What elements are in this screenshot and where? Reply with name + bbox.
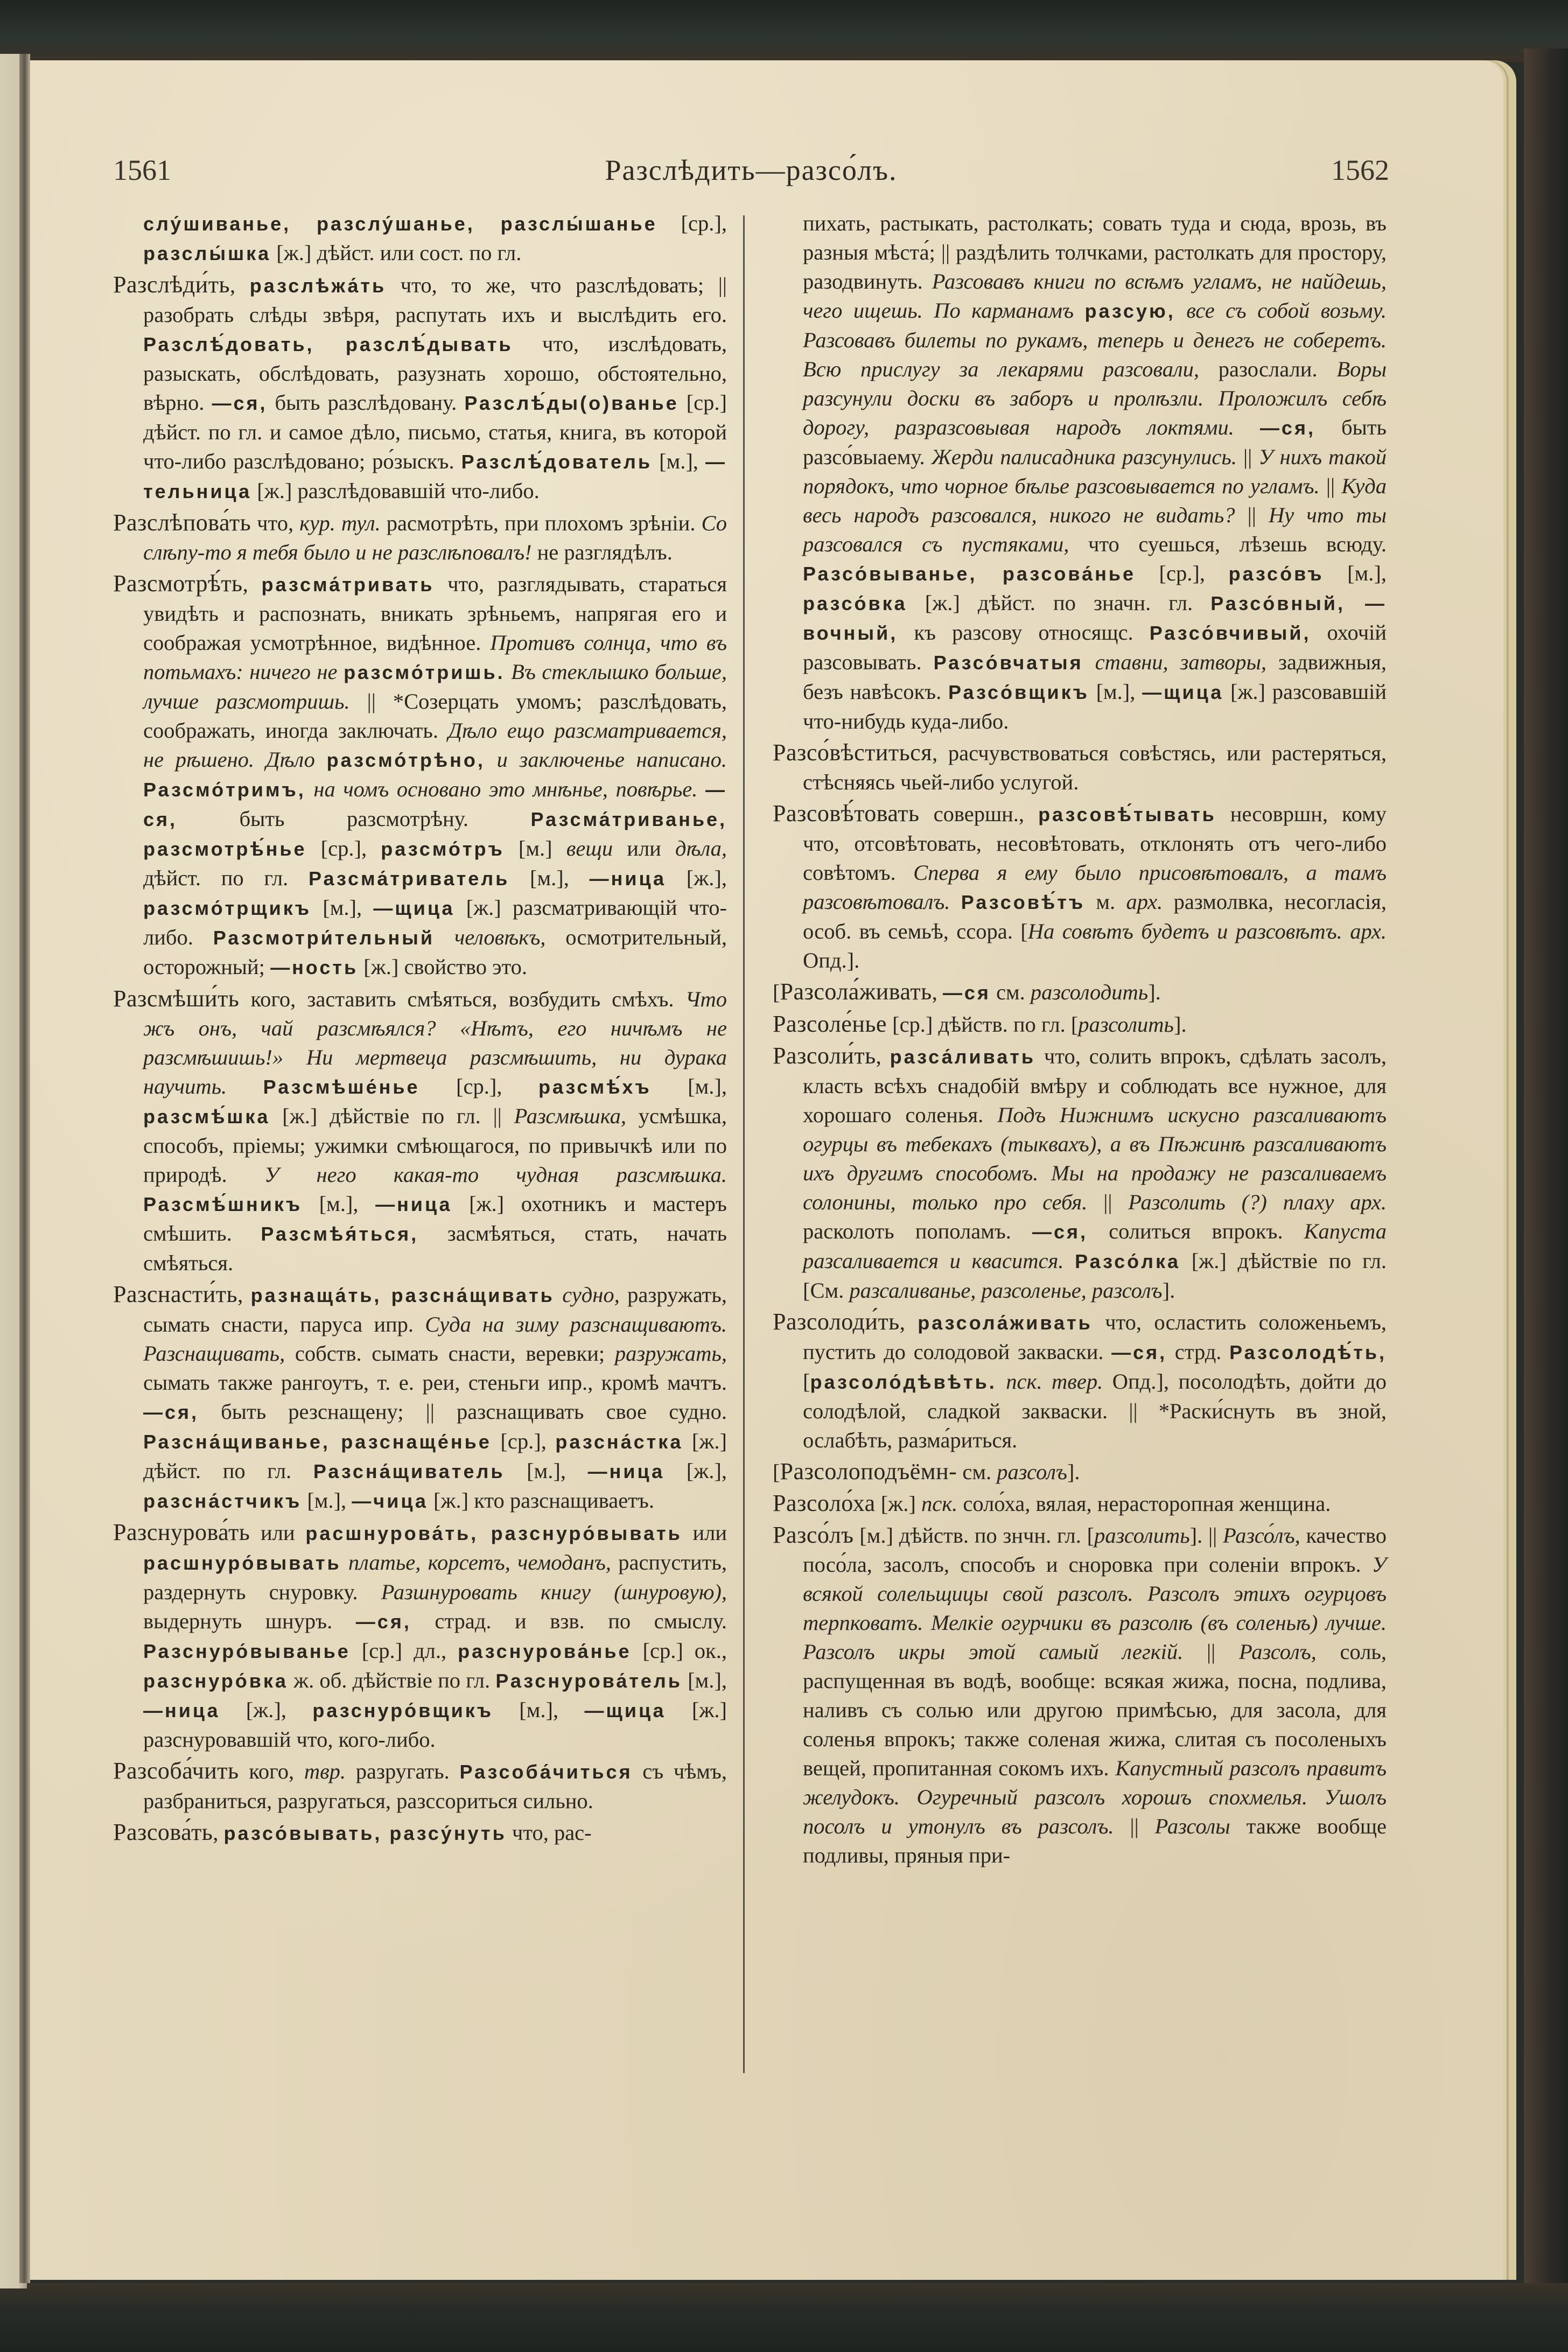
dictionary-entry — [773, 209, 1387, 736]
bold-form: разснуро́вка — [143, 1670, 288, 1692]
dictionary-entry — [773, 1307, 1387, 1455]
bold-form: Разсо́вчивый, — [1149, 622, 1311, 644]
definition-text: [ж.], — [664, 1459, 727, 1483]
headword: Разсолоди́ть — [773, 1308, 900, 1335]
dictionary-entry — [773, 1041, 1387, 1305]
definition-text: разругать. — [346, 1759, 460, 1783]
definition-text: см. — [957, 1460, 997, 1484]
definition-text: или — [250, 1521, 306, 1545]
definition-text: [ж.] разсматривающій что-либо. — [143, 895, 727, 949]
dictionary-entry — [773, 1457, 1387, 1487]
italic-example: У всякой солельщицы свой разсолъ. Разсолъ этихъ огурцовъ терпковатъ. Мелкіе огурчики въ разсолѣ (въ соленьѣ) лучше. Разсолъ икры этой самый легкій. — [803, 1552, 1387, 1664]
definition-text: распустить, раздернуть снуровку. — [143, 1550, 727, 1604]
italic-example: Разсолъ, — [1239, 1640, 1317, 1664]
headword: Разснурова́ть — [113, 1519, 250, 1545]
definition-text: || — [1183, 1640, 1240, 1664]
italic-example: арх. — [1350, 1190, 1387, 1214]
dictionary-entry — [773, 1010, 1387, 1039]
italic-example: Что жъ онъ, чай разсмѣялся? «Нѣтъ, его ничѣмъ не разсмѣшишь!» Ни мертвеца разсмѣшить, ни дурака научить. — [143, 987, 727, 1098]
definition-text: [ср.], — [306, 836, 381, 860]
definition-text — [1234, 415, 1260, 439]
definition-text: задвижныя, безъ навѣсокъ. — [803, 650, 1387, 704]
bold-form: разсо́вка — [803, 592, 907, 614]
definition-text: сымать также рангоутъ, т. е. реи, стеньги ипр., кромѣ мачтъ. — [143, 1370, 727, 1395]
definition-text: [м.], — [505, 1459, 588, 1483]
italic-example: разружать, — [614, 1341, 727, 1366]
dictionary-entry — [773, 1521, 1387, 1870]
definition-text: кого, заставить смѣяться, возбудить смѣхъ. — [239, 987, 685, 1011]
definition-text: [ж.] дѣйствіе по гл. [См. — [803, 1249, 1387, 1303]
definition-text: , — [899, 1310, 918, 1334]
bold-form: —ся, — [1259, 417, 1315, 439]
page-title: Разслѣдить—разсо́лъ. — [605, 154, 898, 186]
definition-text: [ж.] дѣйст. по значн. гл. — [907, 591, 1211, 615]
bold-form: разсна́стчикъ — [143, 1490, 302, 1512]
bold-form: —ся, — [143, 779, 727, 830]
italic-example: У него какая-то чудная разсмѣшка. — [264, 1163, 727, 1187]
definition-text — [697, 777, 705, 801]
definition-text: ]. — [1067, 1460, 1080, 1484]
definition-text: [м.], — [302, 1488, 352, 1513]
dictionary-entry — [113, 1280, 727, 1516]
definition-text: Опд.], посолодѣть, дойти до солодѣлой, сладкой закваски. || *Раски́снуть въ зной, ослабѣть, разма́риться. — [803, 1369, 1387, 1452]
italic-example: Со слѣпу-то я тебя было и не разслѣповалъ! — [143, 511, 727, 564]
bold-form: разса́ливать — [890, 1046, 1036, 1068]
definition-text: [м.], — [652, 449, 706, 473]
bold-form: Разсма́триватель — [309, 867, 510, 890]
italic-example: Ну что ты разсовался съ пустяками, — [803, 503, 1387, 556]
bold-form: разслы́шка — [143, 242, 271, 264]
definition-text: [ж.] кто разснащиваетъ. — [428, 1488, 654, 1513]
definition-text: [ср.] дѣйств. по гл. [ — [886, 1012, 1079, 1037]
bold-form: —ся — [942, 982, 991, 1004]
italic-example: кур. тул. — [299, 511, 381, 535]
definition-text — [341, 1550, 348, 1574]
definition-text: усмѣшка, способъ, пріемы; ужимки смѣющагося, по привычкѣ или по природѣ. — [143, 1104, 727, 1187]
definition-text: къ разсову относящс. — [898, 620, 1150, 645]
bold-form: Разсо́вный, —вочный, — [803, 592, 1387, 644]
bold-form: —ся, — [355, 1611, 411, 1633]
bold-form: разсола́живать — [918, 1312, 1093, 1334]
definition-text: что суешься, лѣзешь всюду. — [1069, 532, 1387, 556]
headword: Разсоли́ть — [773, 1042, 876, 1069]
definition-text: ]. — [1162, 1278, 1175, 1303]
definition-text: [м.], — [493, 1698, 585, 1722]
bold-form: разсо́вывать, разсу́нуть — [223, 1822, 507, 1844]
definition-text: [м.], — [651, 1074, 727, 1098]
definition-text: || — [1319, 474, 1342, 498]
book-cover-bottom — [0, 2283, 1568, 2352]
bold-form: Разсмо́тримъ, — [143, 779, 306, 801]
definition-text: [ср.] дл., — [350, 1639, 458, 1663]
bold-form: Разсоба́читься — [459, 1761, 633, 1783]
definition-text: [ср.], — [491, 1429, 556, 1453]
bold-form: разсую, — [1084, 300, 1175, 322]
bold-form: —ся, — [143, 1401, 199, 1423]
page-number-left: 1561 — [113, 154, 171, 186]
book-cover-right — [1524, 48, 1568, 2310]
bold-form: Разсо́вываньe, разсова́нье — [803, 563, 1136, 585]
definition-text — [1063, 1249, 1075, 1273]
definition-text: что, рас- — [506, 1821, 592, 1845]
headword: Разсмѣши́ть — [113, 985, 240, 1012]
bold-form: Разсмѣя́ться, — [261, 1223, 419, 1245]
headword: Разсова́ть — [113, 1819, 213, 1845]
definition-text: [ж.], — [666, 866, 727, 890]
italic-example: Куда весь народъ разсовался, никого не видать? — [803, 474, 1387, 527]
definition-text: или — [613, 836, 675, 860]
italic-example: арх. — [1126, 890, 1163, 914]
definition-text — [950, 890, 961, 914]
definition-text — [1334, 1190, 1350, 1214]
definition-text: выдернуть шнуръ. — [143, 1609, 356, 1633]
definition-text: быть разслѣдовану. — [267, 390, 465, 415]
bold-form: Разслѣ́дователь — [461, 451, 653, 473]
definition-text: [ср.], — [1135, 561, 1229, 585]
running-head — [113, 153, 1389, 197]
definition-text: не разглядѣлъ. — [531, 540, 673, 564]
definition-text — [1083, 650, 1095, 674]
headword: Разсоба́чить — [113, 1758, 239, 1784]
bold-form: расшнурова́ть, разснуро́вывать — [305, 1522, 682, 1544]
definition-text — [505, 660, 512, 684]
definition-text: [м.] дѣйств. по знчн. гл. [ — [853, 1523, 1095, 1548]
definition-text: пихать, растыкать, растолкать; совать туда и сюда, врозь, въ разныя мѣста́; || раздѣлить толчками, растолкать для простору, разодвинуть. — [803, 211, 1387, 293]
headword: Разслѣпова́ть — [113, 509, 251, 536]
definition-text: солиться впрокъ. — [1088, 1219, 1304, 1243]
definition-text: , — [242, 572, 262, 596]
definition-text: несовршн, кому что, отсовѣтовать, несовѣтовать, отклонять отъ чего-либо совѣтомъ. — [803, 802, 1387, 885]
bold-form: —ница — [589, 867, 667, 890]
bold-form: Разсна́щиванье, разснаще́нье — [143, 1431, 492, 1453]
headword: Разсо́вѣститься — [773, 739, 932, 766]
italic-example: Капустный разсолъ правитъ желудокъ. Огуречный разсолъ хорошъ спохмелья. Ушолъ посолъ и утонулъ въ разсолъ. — [803, 1756, 1387, 1838]
definition-text: [ж.] дѣйст. или сост. по гл. — [271, 241, 522, 265]
definition-text — [485, 747, 497, 772]
definition-text: || — [1087, 1190, 1129, 1214]
bold-form: Разсолодѣ́ть, — [1229, 1341, 1387, 1363]
definition-text: [ж.] охотникъ и мастеръ смѣшить. — [143, 1192, 727, 1245]
bold-form: Разсо́вщикъ — [948, 681, 1089, 703]
definition-text: страд. и взв. по смыслу. — [411, 1609, 727, 1633]
definition-text: что, солить впрокъ, сдѣлать засолъ, класть всѣхъ снадобій вмѣру и соблюдать все нужное, для хорошаго соленья. — [803, 1044, 1387, 1127]
dictionary-entry — [113, 984, 727, 1278]
definition-text: ]. — [1174, 1012, 1187, 1037]
page-number-right: 1562 — [1331, 154, 1389, 186]
definition-text: , — [932, 980, 943, 1004]
definition-text: стрд. — [1167, 1340, 1230, 1364]
definition-text: [м.], — [509, 866, 590, 890]
bold-form: разсмо́тришь. — [344, 661, 505, 683]
bold-form: —чица — [352, 1490, 428, 1512]
bold-form: расшнуро́вывать — [143, 1552, 341, 1574]
italic-example: Жерди палисадника разсунулись. — [931, 445, 1237, 469]
definition-text: качество посо́ла, засолъ, способъ и сноровка при соленіи впрокъ. — [803, 1523, 1387, 1577]
italic-example: судно, — [562, 1283, 620, 1307]
definition-text: соло́ха, вялая, нерасторопная женщина. — [957, 1492, 1331, 1516]
bold-form: Разснуро́вываньe — [143, 1640, 351, 1662]
italic-example: разсолодить — [1030, 980, 1149, 1004]
definition-text: [м.], — [311, 895, 374, 920]
bold-form: Разсо́вчатыя — [933, 652, 1083, 674]
headword: Разсоле́нье — [773, 1011, 887, 1037]
bold-form: разсмо́тръ — [381, 838, 505, 860]
headword: Разснасти́ть — [113, 1281, 238, 1307]
italic-example: пск. твер. — [1006, 1369, 1103, 1394]
definition-text: кого, — [239, 1759, 304, 1783]
definition-text: что, разглядывать, стараться увидѣть и распознать, вникать зрѣньемъ, напрягая его и соображая усмотрѣнное, видѣнное. — [143, 572, 727, 655]
definition-text — [435, 925, 454, 949]
dictionary-entry — [773, 1489, 1387, 1518]
bold-form: разслѣжа́ть — [249, 275, 387, 297]
italic-example: Разсолы — [1154, 1814, 1230, 1838]
bold-form: слу́шиванье, разслу́шанье, разслы́шанье — [143, 213, 657, 235]
italic-example: твр. — [304, 1759, 346, 1783]
definition-text: , — [876, 1044, 890, 1068]
definition-text: [ж.] дѣйст. по гл. — [143, 1429, 727, 1483]
italic-example: разсолить — [1078, 1012, 1174, 1037]
definition-text: что, — [251, 511, 300, 535]
bold-form: разсмо́трщикъ — [143, 897, 312, 919]
bold-form: Разсна́щиватель — [313, 1460, 505, 1482]
italic-example: ставни, затворы, — [1095, 650, 1267, 674]
definition-text: || — [1114, 1814, 1155, 1838]
headword: Разсола́живать — [780, 978, 932, 1005]
dictionary-entry — [773, 799, 1387, 975]
bold-form: разсмо́трѣно, — [326, 749, 485, 771]
italic-example: Суда на зиму разснащиваютъ. Разснащивать, — [143, 1312, 727, 1366]
book-cover-top — [0, 0, 1568, 62]
italic-example: Разсолить (?) плаху — [1128, 1190, 1334, 1214]
definition-text: расмотрѣть, при плохомъ зрѣніи. — [380, 511, 702, 535]
bold-form: Разсовѣ́тъ — [961, 891, 1086, 913]
italic-example: и заключенье написано. — [496, 747, 727, 772]
dictionary-entry — [113, 1518, 727, 1754]
bold-form: Разснурова́тель — [495, 1670, 682, 1692]
italic-example: все съ собой возьму. Разсовавъ билеты по рукамъ, теперь и денегъ не соберетъ. Всю прислугу за лекарями разсовали, — [803, 298, 1387, 381]
dictionary-entry — [113, 1756, 727, 1816]
dictionary-entry — [113, 508, 727, 567]
definition-text: [ж.] свойство это. — [358, 955, 528, 979]
column-divider — [743, 215, 745, 2073]
definition-text — [997, 1369, 1006, 1394]
italic-example: Воры разсунули доски въ заборъ и пролѣзли. Проложилъ себѣ дорогу, разразсовывая народъ локтями. — [803, 357, 1387, 439]
definition-text: [ж.] разслѣдовавшій что-либо. — [251, 479, 540, 503]
italic-example: Разсмѣшка, — [514, 1104, 627, 1128]
definition-text: ]. || — [1189, 1523, 1223, 1548]
definition-text: [м.], — [1089, 680, 1143, 704]
italic-example: Сперва я ему было присовѣтовалъ, а тамъ разсовѣтовалъ. — [803, 860, 1387, 914]
dictionary-entry — [773, 738, 1387, 797]
definition-text: что, осластить соложеньемъ, пустить до солодовой закваски. — [803, 1310, 1387, 1364]
italic-example: Разсо́лъ, — [1222, 1523, 1300, 1548]
italic-example: Разсовавъ книги по всѣмъ угламъ, не найдешь, чего ищешь. По карманамъ — [803, 269, 1387, 323]
definition-text: быть разсо́выаему. — [803, 415, 1387, 469]
definition-text: [ср.] дѣйст. по гл. и самое дѣло, письмо, статья, книга, въ которой что-либо разслѣдовано; ро́зыскъ. — [143, 390, 727, 473]
definition-text: осмотрительный, осторожный; — [143, 925, 727, 979]
bold-form: Разсмѣ́шникъ — [143, 1193, 303, 1215]
definition-text — [1074, 298, 1085, 323]
bold-form: разсмѣ́хъ — [538, 1076, 652, 1098]
definition-text: [ — [773, 980, 780, 1004]
definition-text: расколоть пополамъ. — [803, 1219, 1032, 1243]
italic-example: пск. — [921, 1492, 958, 1516]
definition-text: см. — [990, 980, 1031, 1004]
bold-form: Разсмѣше́нье — [263, 1076, 420, 1098]
bold-form: —ница — [143, 1699, 220, 1721]
definition-text: быть разсмотрѣну. — [177, 807, 531, 831]
definition-text: [м.], — [302, 1192, 376, 1216]
bold-form: —ся, — [212, 392, 268, 414]
definition-text: разружать, сымать снасти, паруса ипр. — [143, 1283, 727, 1336]
bold-form: разснурова́нье — [458, 1640, 632, 1662]
bold-form: —тельница — [143, 451, 727, 502]
italic-example: дѣла, — [675, 836, 727, 860]
bold-form: —щица — [373, 897, 455, 919]
definition-text: засмѣяться, стать, начать смѣяться. — [143, 1221, 727, 1275]
definition-text: [ср.], — [419, 1074, 538, 1098]
definition-text: ]. — [1148, 980, 1161, 1004]
italic-example: вещи — [566, 836, 613, 860]
definition-text: [м.], — [682, 1668, 727, 1692]
definition-text: [ж.], — [220, 1698, 313, 1722]
definition-text: также вообще подливы, пряныя при- — [803, 1814, 1387, 1867]
headword: Разслѣди́ть — [113, 271, 230, 298]
bold-form: разнаща́ть, разсна́щивать — [250, 1284, 555, 1306]
italic-example: На совѣтъ будетъ и разсовѣтъ. арх. — [1027, 919, 1387, 943]
definition-text — [306, 777, 314, 801]
definition-text: съ чѣмъ, разбраниться, разругаться, разссориться сильно. — [143, 1759, 727, 1813]
headword: Разсмотрѣ́ть — [113, 570, 243, 597]
italic-example: платье, корсетъ, чемоданъ, — [348, 1550, 611, 1574]
bold-form: разсмѣ́шка — [143, 1105, 270, 1128]
bold-form: Разслѣ́довать, разслѣ́дывать — [143, 333, 513, 355]
italic-example: человѣкъ, — [454, 925, 546, 949]
definition-text: [ж.] разснуровавшій что, кого-либо. — [143, 1698, 727, 1752]
definition-text — [315, 747, 327, 772]
headword: Разсолоподъёмн- — [780, 1458, 957, 1485]
headword: Разсовѣ́товать — [773, 800, 920, 827]
left-column — [113, 209, 727, 1850]
definition-text: [м.], — [1324, 561, 1387, 585]
definition-text: , — [230, 273, 250, 297]
italic-example: Дѣло ещо разсматривается, не рѣшено. Дѣло — [143, 718, 727, 772]
bold-form: —ность — [270, 956, 359, 978]
definition-text: [ср.] ок., — [631, 1639, 727, 1663]
dictionary-entry — [113, 1818, 727, 1848]
bold-form: разсоло́дѣвѣть. — [810, 1371, 997, 1393]
definition-text: || — [1236, 445, 1259, 469]
italic-example: разсолить — [1094, 1523, 1190, 1548]
definition-text: м. — [1085, 890, 1126, 914]
definition-text: [ж.] — [875, 1492, 921, 1516]
bold-form: разсна́стка — [555, 1431, 683, 1453]
bold-form: Разсо́лка — [1075, 1250, 1181, 1272]
definition-text: , — [237, 1283, 251, 1307]
definition-text: быть резснащену; || разснащивать свое судно. — [199, 1399, 727, 1424]
bold-form: Разсма́триванье, разсмотрѣ́нье — [143, 808, 727, 860]
definition-text — [1175, 298, 1187, 323]
definition-text: что, изслѣдовать, разыскать, обслѣдовать, разузнать хорошо, обстоятельно, вѣрно. — [143, 332, 727, 415]
bold-form: —щица — [584, 1699, 666, 1721]
italic-example: разсаливанье, разсоленье, разсолъ — [849, 1278, 1163, 1303]
bold-form: разсма́тривать — [261, 573, 435, 596]
headword: Разсоло́ха — [773, 1490, 876, 1516]
definition-text: [ — [773, 1460, 780, 1484]
definition-text: собств. сымать снасти, веревки; — [285, 1341, 615, 1366]
bold-form: —ся, — [1032, 1221, 1088, 1243]
definition-text: , расчувствоваться совѣстясь, или растеряться, стѣсняясь чьей-либо услугой. — [803, 741, 1387, 794]
bold-form: —ница — [587, 1460, 665, 1482]
definition-text — [338, 660, 344, 684]
definition-text: || — [1235, 503, 1269, 527]
italic-example: Подъ Нижнимъ искусно разсаливаютъ огурцы въ тебекахъ (тыквахъ), а въ Пѣжинѣ разсаливаютъ ихъ другимъ способомъ. Мы на продажу не разсаливаемъ солонины, только про себя. — [803, 1103, 1387, 1214]
definition-text: [ж.] разсовавшій что-нибудь куда-либо. — [803, 680, 1387, 733]
italic-example: У нихъ такой порядокъ, что чорное бѣлье разсовывается по угламъ. — [803, 445, 1387, 498]
definition-text: [ж.] дѣйствіе по гл. || — [270, 1104, 514, 1128]
bold-form: —щица — [1142, 681, 1224, 703]
definition-text: разослали. — [1199, 357, 1337, 381]
definition-text: [м.] — [504, 836, 566, 860]
italic-example: Противъ солнца, что въ потьмахъ: ничего не — [143, 631, 727, 684]
definition-text: ж. об. дѣйствіе по гл. — [288, 1668, 496, 1692]
dictionary-entry — [113, 209, 727, 268]
definition-text: || *Созерцать умомъ; разслѣдовать, соображать, иногда заключать. — [143, 689, 727, 743]
dictionary-entry — [113, 270, 727, 506]
headword: Разсо́лъ — [773, 1522, 854, 1548]
italic-example: Капуста разсаливается и квасится. — [803, 1219, 1387, 1273]
bold-form: разсо́въ — [1228, 563, 1324, 585]
definition-text: дѣйст. по гл. — [143, 866, 309, 890]
definition-text: [ — [803, 1369, 810, 1394]
italic-example: Въ стеклышко больше, лучше разсмотришь. — [143, 660, 727, 713]
definition-text: , — [213, 1821, 224, 1845]
definition-text — [555, 1283, 562, 1307]
dictionary-entry — [773, 977, 1387, 1007]
definition-text: соль, распущенная въ водѣ, вообще: всякая жижа, посна, подлива, наливъ съ солью или другою примѣсью, для засола, для соленья впрокъ; также соленая жижа, слитая съ посоленыхъ вещей, пропитанная сокомъ ихъ. — [803, 1640, 1387, 1780]
bold-form: разснуро́вщикъ — [312, 1699, 493, 1721]
bold-form: —ся, — [1111, 1341, 1167, 1363]
bold-form: разсовѣ́тывать — [1038, 803, 1216, 825]
definition-text: что, то же, что разслѣдовать; || разобрать слѣды звѣря, распутать ихъ и выслѣдить его. — [143, 273, 727, 327]
definition-text: размолвка, несогласія, особ. въ семьѣ, ссора. [ — [803, 890, 1387, 943]
bold-form: Разсмотри́тельный — [213, 927, 435, 949]
right-column — [773, 209, 1387, 1872]
book-gutter — [19, 54, 30, 2283]
bold-form: —ница — [375, 1193, 452, 1215]
bold-form: Разслѣ́ды(о)ванье — [464, 392, 679, 414]
definition-text — [227, 1074, 263, 1098]
italic-example: на чомъ основано это мнѣнье, повѣрье. — [313, 777, 698, 801]
definition-text: [ср.], — [657, 211, 727, 235]
dictionary-entry — [113, 569, 727, 982]
definition-text: совершн., — [919, 802, 1039, 826]
italic-example: разсолъ — [997, 1460, 1067, 1484]
definition-text: или — [682, 1521, 727, 1545]
italic-example: Разшнуровать книгу (шнуровую), — [381, 1580, 727, 1604]
definition-text: охочій разсовывать. — [803, 620, 1387, 674]
definition-text: Опд.]. — [803, 948, 860, 972]
